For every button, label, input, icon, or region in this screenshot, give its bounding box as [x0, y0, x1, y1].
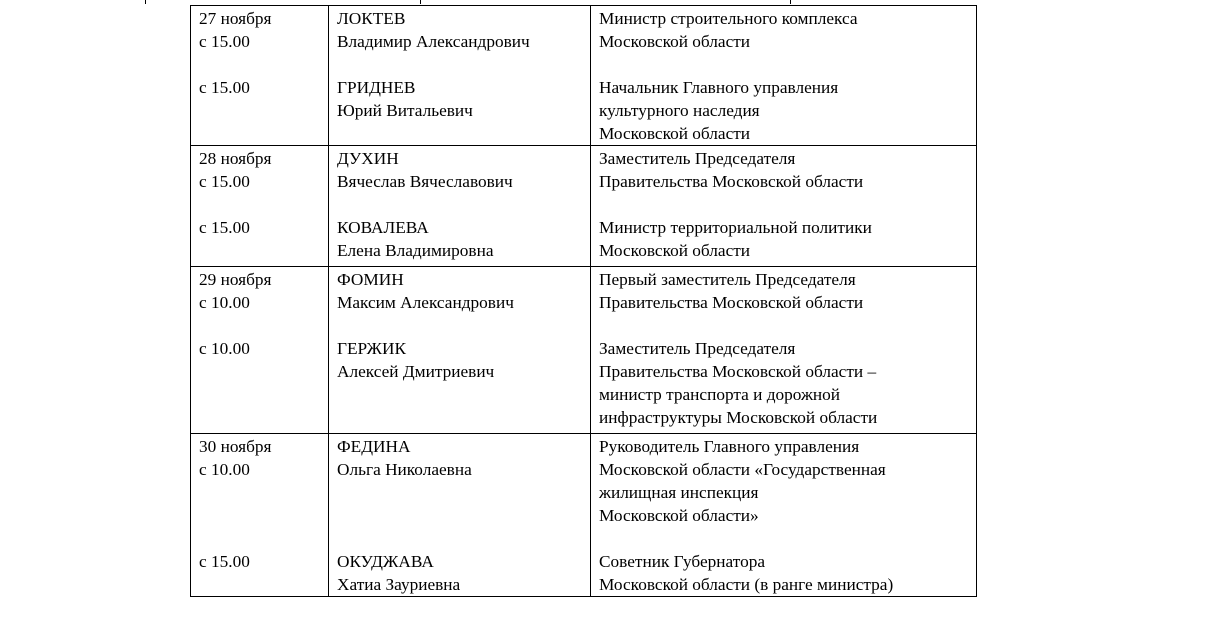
- position-line: Правительства Московской области –: [599, 362, 877, 381]
- page-edge-tick: [145, 0, 146, 4]
- position-cell: [591, 267, 977, 434]
- table-row: [191, 146, 977, 267]
- position-line: Начальник Главного управления: [599, 78, 839, 97]
- position-cell: [591, 146, 977, 267]
- position-line: Правительства Московской области: [599, 293, 864, 312]
- position-cell: [591, 6, 977, 146]
- time-label: с 10.00: [199, 460, 250, 479]
- page-edge-tick: [420, 0, 421, 4]
- position-line: Московской области (в ранге министра): [599, 575, 894, 594]
- table-row: [191, 267, 977, 434]
- position-line: жилищная инспекция: [599, 483, 759, 502]
- time-label: с 15.00: [199, 552, 250, 571]
- given-names: Юрий Витальевич: [337, 101, 473, 120]
- time-label: с 10.00: [199, 293, 250, 312]
- surname: ФОМИН: [337, 270, 404, 289]
- given-names: Максим Александрович: [337, 293, 514, 312]
- given-names: Елена Владимировна: [337, 241, 494, 260]
- table-row: [191, 434, 977, 597]
- date-time-cell: [191, 146, 329, 267]
- date-time-cell: [191, 434, 329, 597]
- position-line: Советник Губернатора: [599, 552, 766, 571]
- position-line: Правительства Московской области: [599, 172, 864, 191]
- position-line: Заместитель Председателя: [599, 339, 796, 358]
- position-line: Московской области»: [599, 506, 759, 525]
- given-names: Вячеслав Вячеславович: [337, 172, 513, 191]
- surname: ГЕРЖИК: [337, 339, 407, 358]
- time-label: с 10.00: [199, 339, 250, 358]
- table-row: [191, 6, 977, 146]
- given-names: Ольга Николаевна: [337, 460, 472, 479]
- date-label: 29 ноября: [199, 270, 272, 289]
- time-label: с 15.00: [199, 172, 250, 191]
- position-cell: [591, 434, 977, 597]
- position-line: культурного наследия: [599, 101, 760, 120]
- position-line: Министр территориальной политики: [599, 218, 872, 237]
- position-line: Руководитель Главного управления: [599, 437, 860, 456]
- position-line: Московской области: [599, 124, 751, 143]
- position-line: Московской области «Государственная: [599, 460, 886, 479]
- given-names: Хатиа Зауриевна: [337, 575, 461, 594]
- surname: ФЕДИНА: [337, 437, 411, 456]
- date-time-cell: [191, 6, 329, 146]
- given-names: Владимир Александрович: [337, 32, 530, 51]
- surname: ГРИДНЕВ: [337, 78, 416, 97]
- page-edge-tick: [790, 0, 791, 4]
- date-label: 30 ноября: [199, 437, 272, 456]
- time-label: с 15.00: [199, 218, 250, 237]
- person-cell: [329, 434, 591, 597]
- person-cell: [329, 267, 591, 434]
- position-line: Заместитель Председателя: [599, 149, 796, 168]
- surname: ДУХИН: [337, 149, 399, 168]
- position-line: министр транспорта и дорожной: [599, 385, 841, 404]
- time-label: с 15.00: [199, 78, 250, 97]
- date-label: 28 ноября: [199, 149, 272, 168]
- given-names: Алексей Дмитриевич: [337, 362, 495, 381]
- person-cell: [329, 146, 591, 267]
- position-line: Министр строительного комплекса: [599, 9, 858, 28]
- time-label: с 15.00: [199, 32, 250, 51]
- surname: ЛОКТЕВ: [337, 9, 406, 28]
- reception-schedule-table: [190, 5, 977, 597]
- surname: КОВАЛЕВА: [337, 218, 429, 237]
- position-line: Московской области: [599, 241, 751, 260]
- date-time-cell: [191, 267, 329, 434]
- surname: ОКУДЖАВА: [337, 552, 434, 571]
- position-line: Московской области: [599, 32, 751, 51]
- position-line: инфраструктуры Московской области: [599, 408, 878, 427]
- date-label: 27 ноября: [199, 9, 272, 28]
- person-cell: [329, 6, 591, 146]
- position-line: Первый заместитель Председателя: [599, 270, 856, 289]
